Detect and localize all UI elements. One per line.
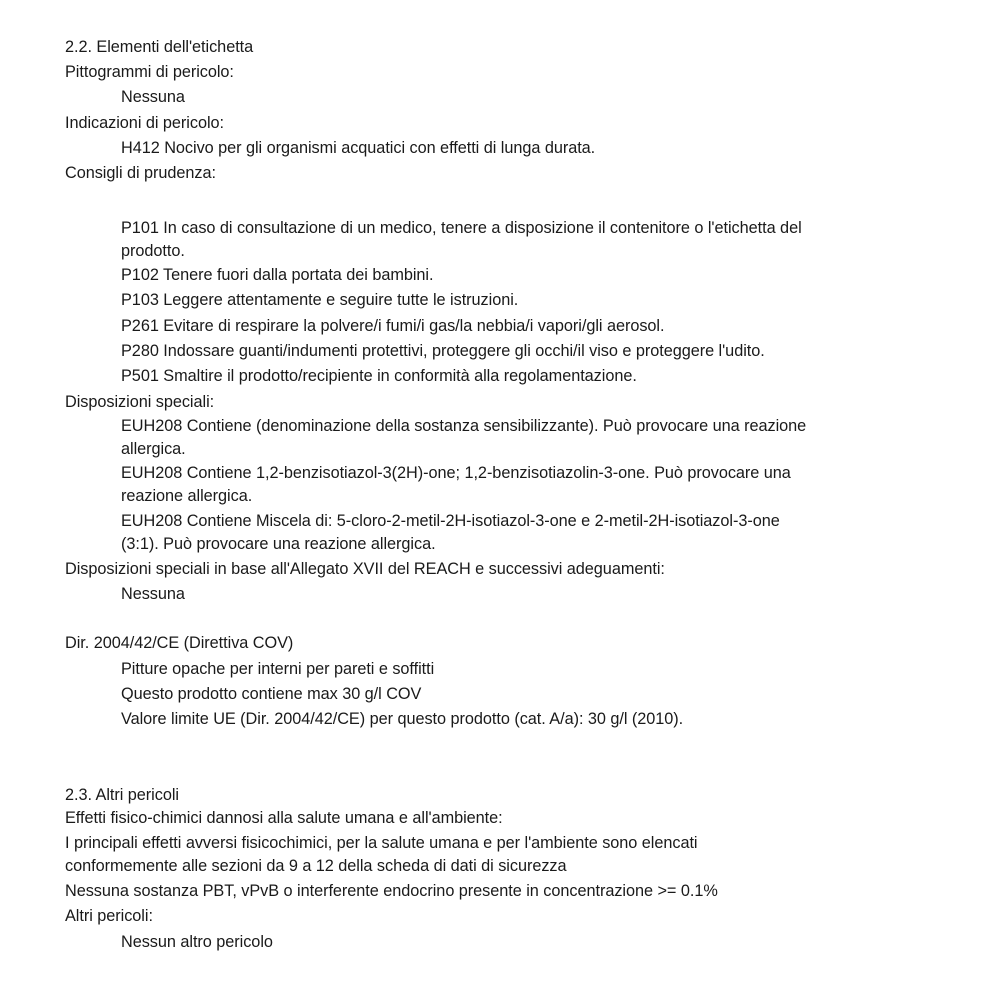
other-hazards-line: I principali effetti avversi fisicochimici, per la salute umana e per l'ambiente sono elencati [65, 834, 698, 852]
reach-annex-value: Nessuna [121, 585, 185, 603]
precautionary-statement-item: P103 Leggere attentamente e seguire tutte le istruzioni. [121, 291, 519, 309]
pictograms-value: Nessuna [121, 88, 185, 106]
special-provision-item: (3:1). Può provocare una reazione allergica. [121, 535, 436, 553]
voc-directive-label: Dir. 2004/42/CE (Direttiva COV) [65, 634, 294, 652]
other-hazards-label: Altri pericoli: [65, 907, 153, 925]
voc-directive-item: Questo prodotto contiene max 30 g/l COV [121, 685, 422, 703]
other-hazards-line: conformemente alle sezioni da 9 a 12 della scheda di dati di sicurezza [65, 857, 567, 875]
section-heading: 2.2. Elementi dell'etichetta [65, 38, 254, 56]
section-heading: 2.3. Altri pericoli [65, 786, 179, 804]
precautionary-statement-item: P261 Evitare di respirare la polvere/i fumi/i gas/la nebbia/i vapori/gli aerosol. [121, 317, 665, 335]
precautionary-statement-item: P102 Tenere fuori dalla portata dei bambini. [121, 266, 434, 284]
precautionary-statement-item: P101 In caso di consultazione di un medico, tenere a disposizione il contenitore o l'etichetta del [121, 219, 802, 237]
precautionary-statement-item: prodotto. [121, 242, 185, 260]
special-provisions-label: Disposizioni speciali: [65, 393, 215, 411]
special-provision-item: EUH208 Contiene (denominazione della sostanza sensibilizzante). Può provocare una reazione [121, 417, 807, 435]
other-hazards-line: Nessuna sostanza PBT, vPvB o interferente endocrino presente in concentrazione >= 0.1% [65, 882, 718, 900]
voc-directive-item: Pitture opache per interni per pareti e soffitti [121, 660, 435, 678]
special-provision-item: allergica. [121, 440, 186, 458]
special-provision-item: EUH208 Contiene 1,2-benzisotiazol-3(2H)-one; 1,2-benzisotiazolin-3-one. Può provocare una [121, 464, 791, 482]
reach-annex-label: Disposizioni speciali in base all'Allegato XVII del REACH e successivi adeguamenti: [65, 560, 665, 578]
pictograms-label: Pittogrammi di pericolo: [65, 63, 234, 81]
precautionary-statement-item: P280 Indossare guanti/indumenti protettivi, proteggere gli occhi/il viso e proteggere l'udito. [121, 342, 765, 360]
precautionary-statement-item: P501 Smaltire il prodotto/recipiente in conformità alla regolamentazione. [121, 367, 637, 385]
other-hazards-line: Effetti fisico-chimici dannosi alla salute umana e all'ambiente: [65, 809, 503, 827]
special-provision-item: EUH208 Contiene Miscela di: 5-cloro-2-metil-2H-isotiazol-3-one e 2-metil-2H-isotiazol-3-one [121, 512, 780, 530]
special-provision-item: reazione allergica. [121, 487, 253, 505]
other-hazards-value: Nessun altro pericolo [121, 933, 273, 951]
hazard-statements-label: Indicazioni di pericolo: [65, 114, 224, 132]
voc-directive-item: Valore limite UE (Dir. 2004/42/CE) per questo prodotto (cat. A/a): 30 g/l (2010). [121, 710, 684, 728]
precautionary-statements-label: Consigli di prudenza: [65, 164, 216, 182]
hazard-statement-item: H412 Nocivo per gli organismi acquatici con effetti di lunga durata. [121, 139, 596, 157]
